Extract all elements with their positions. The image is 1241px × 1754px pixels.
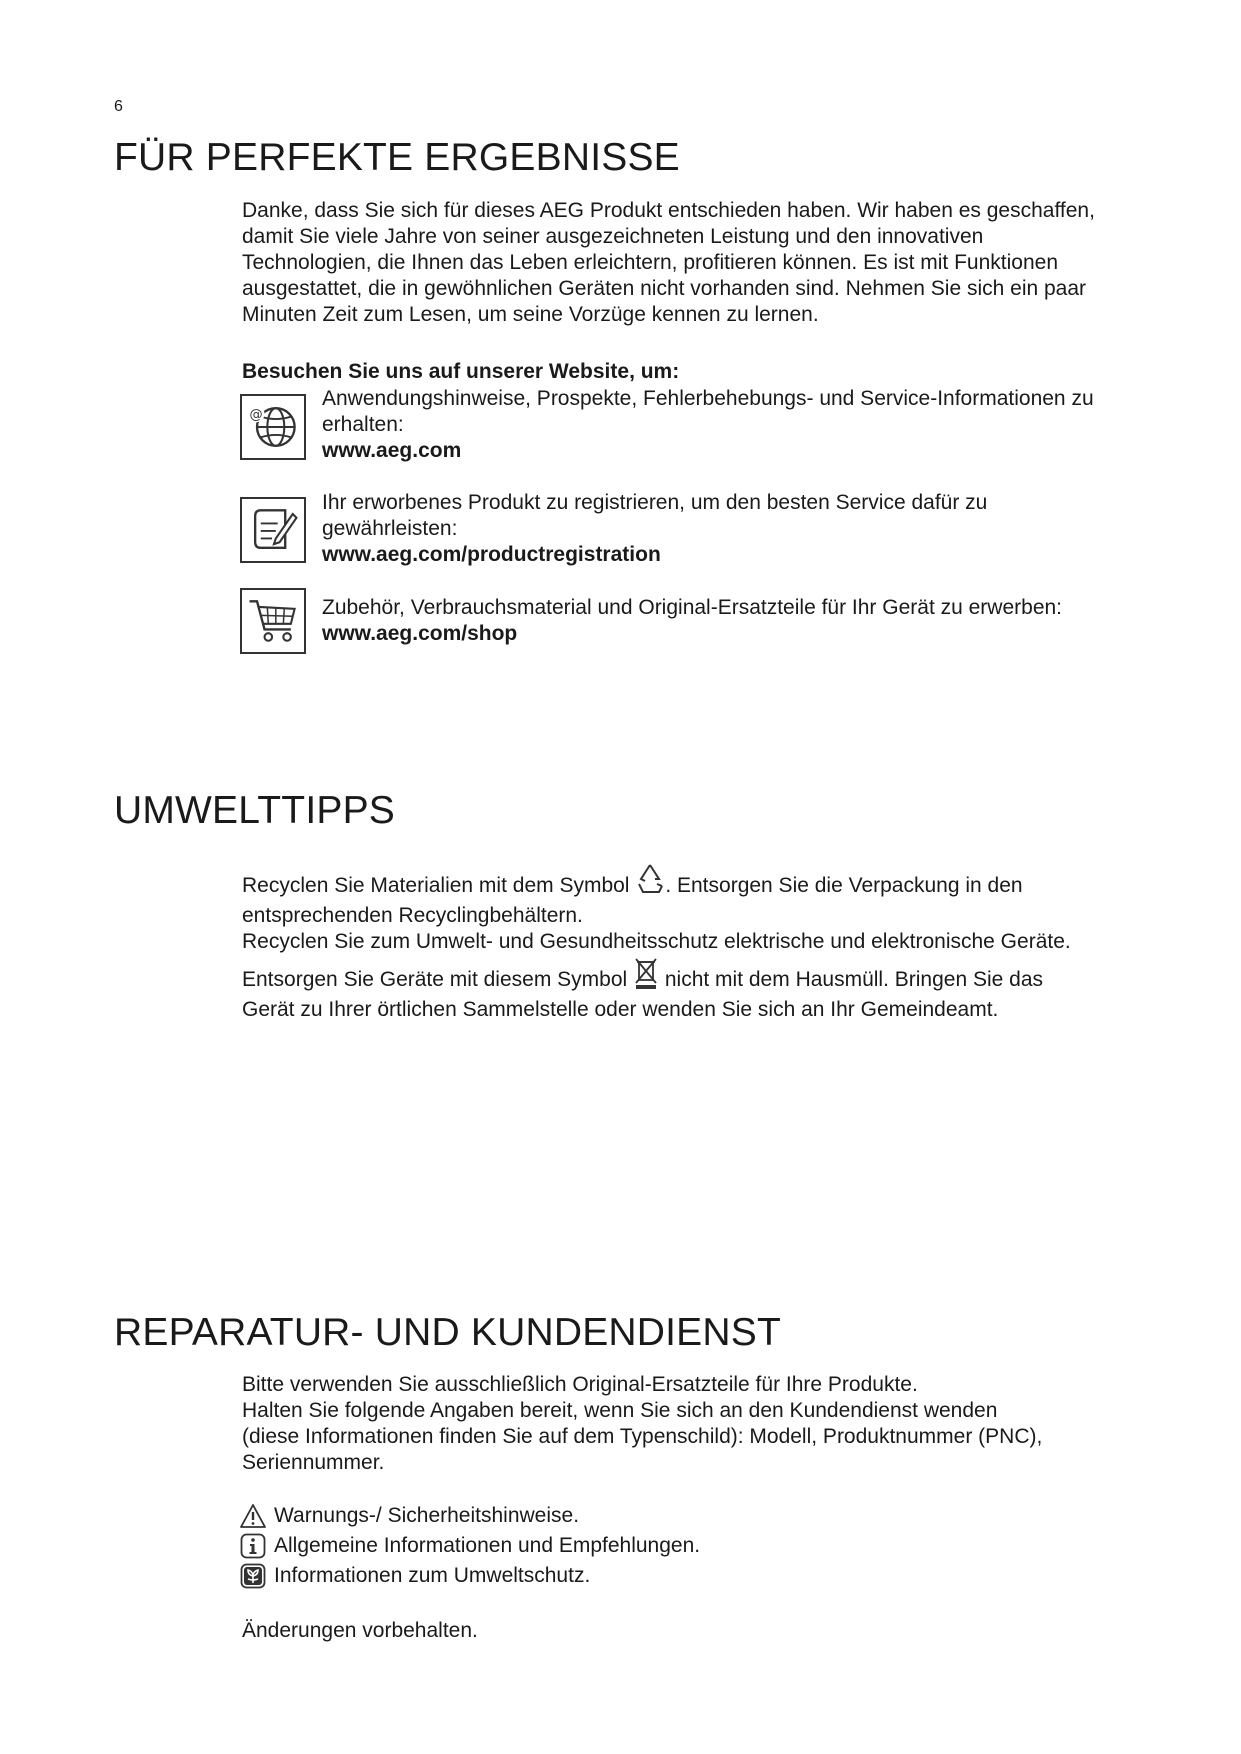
legend-text: Warnungs-/ Sicherheitshinweise. (274, 1504, 580, 1527)
recycle-paragraph (242, 862, 1162, 955)
website-item-text: Zubehör, Verbrauchsmaterial und Original-Ersatzteile für Ihr Gerät zu erwerben: (322, 596, 1063, 619)
intro-line: ausgestattet, die in gewöhnlichen Geräten nicht vorhanden sind. Nehmen Sie sich ein paar (242, 277, 1087, 300)
recycle-text: . Entsorgen Sie die Verpackung in den (665, 874, 1023, 897)
service-line: Halten Sie folgende Angaben bereit, wenn Sie sich an den Kundendienst wenden (242, 1399, 998, 1422)
website-link-productregistration[interactable]: www.aeg.com/productregistration (322, 543, 661, 566)
registration-icon (240, 497, 306, 563)
dispose-text: nicht mit dem Hausmüll. Bringen Sie das (664, 968, 1044, 991)
service-line: Seriennummer. (242, 1451, 385, 1474)
shopping-cart-icon (240, 588, 306, 654)
dispose-paragraph (242, 956, 1162, 1023)
service-line: (diese Informationen finden Sie auf dem Typenschild): Modell, Produktnummer (PNC), (242, 1425, 1043, 1448)
dispose-text: Entsorgen Sie Geräte mit diesem Symbol (242, 968, 628, 991)
website-link-shop[interactable]: www.aeg.com/shop (322, 622, 518, 645)
legend-text: Informationen zum Umweltschutz. (274, 1564, 591, 1587)
website-link-aeg[interactable]: www.aeg.com (322, 439, 462, 462)
website-item-text: Anwendungshinweise, Prospekte, Fehlerbehebungs- und Service-Informationen zu (322, 387, 1094, 410)
website-item-shop (322, 595, 1062, 647)
intro-line: Technologien, die Ihnen das Leben erleichtern, profitieren können. Es ist mit Funktionen (242, 251, 1059, 274)
intro-line: damit Sie viele Jahre von seiner ausgezeichneten Leistung und den innovativen (242, 225, 984, 248)
website-heading: Besuchen Sie uns auf unserer Website, um: (242, 360, 680, 383)
intro-line: Danke, dass Sie sich für dieses AEG Produkt entschieden haben. Wir haben es geschaffen, (242, 199, 1095, 222)
info-icon (240, 1533, 266, 1559)
page-number: 6 (114, 98, 123, 115)
website-item-manuals (322, 386, 1094, 464)
legend-text: Allgemeine Informationen und Empfehlungen. (274, 1534, 701, 1557)
intro-paragraph (242, 198, 1162, 328)
legend-item-environment (240, 1561, 700, 1591)
recycle-text: entsprechenden Recyclingbehältern. (242, 904, 583, 927)
symbol-legend (240, 1501, 700, 1591)
website-item-text: Ihr erworbenes Produkt zu registrieren, um den besten Service dafür zu (322, 491, 988, 514)
service-line: Bitte verwenden Sie ausschließlich Original-Ersatzteile für Ihre Produkte. (242, 1373, 918, 1396)
svg-text:@: @ (249, 407, 263, 423)
legend-item-info (240, 1531, 700, 1561)
intro-line: Minuten Zeit zum Lesen, um seine Vorzüge kennen zu lernen. (242, 303, 819, 326)
section-title-perfect-results: FÜR PERFEKTE ERGEBNISSE (114, 136, 680, 179)
recycle-text: Recyclen Sie zum Umwelt- und Gesundheitsschutz elektrische und elektronische Geräte. (242, 930, 1071, 953)
recycle-icon (635, 862, 665, 903)
website-item-text: gewährleisten: (322, 517, 458, 540)
website-item-text: erhalten: (322, 413, 404, 436)
globe-icon (240, 394, 306, 460)
website-item-registration (322, 490, 987, 568)
section-title-repair-service: REPARATUR- UND KUNDENDIENST (114, 1311, 781, 1354)
footer-note: Änderungen vorbehalten. (242, 1619, 478, 1642)
service-paragraph (242, 1372, 1162, 1476)
environment-icon (240, 1563, 266, 1589)
legend-item-warning (240, 1501, 700, 1531)
section-title-environment-tips: UMWELTTIPPS (114, 789, 395, 832)
crossed-bin-icon (633, 956, 659, 997)
warning-icon (240, 1503, 266, 1529)
recycle-text: Recyclen Sie Materialien mit dem Symbol (242, 874, 630, 897)
dispose-text: Gerät zu Ihrer örtlichen Sammelstelle oder wenden Sie sich an Ihr Gemeindeamt. (242, 998, 999, 1021)
